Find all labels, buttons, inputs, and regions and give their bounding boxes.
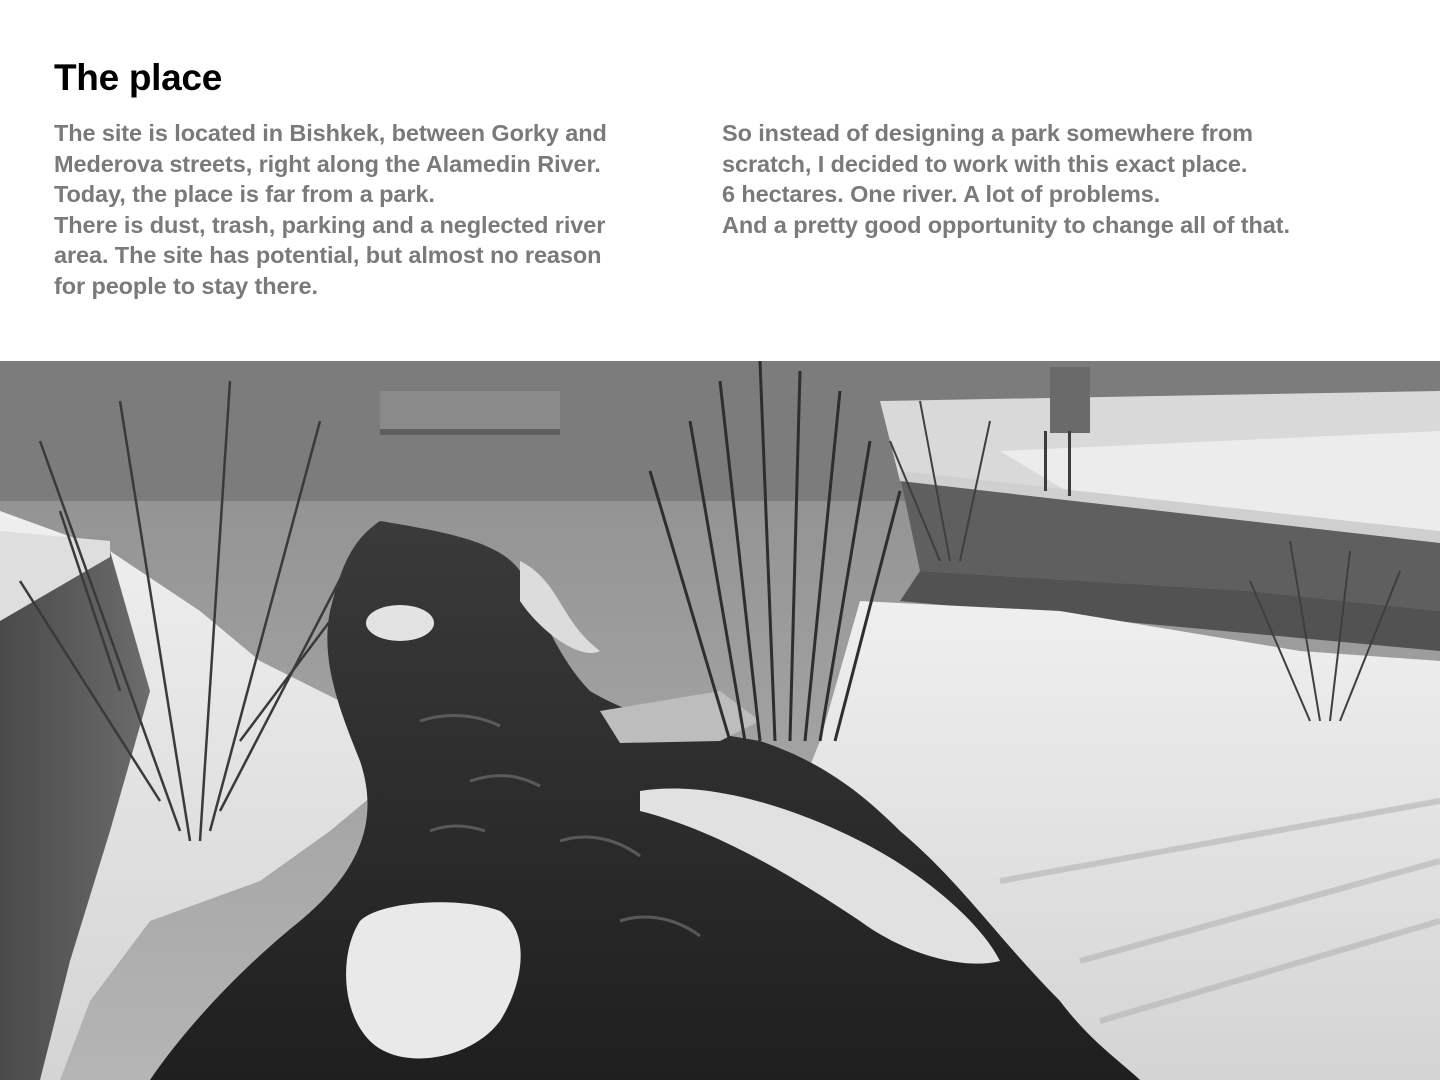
paragraph-line: 6 hectares. One river. A lot of problems. bbox=[722, 181, 1161, 207]
paragraph-line: scratch, I decided to work with this exact place. bbox=[722, 150, 1248, 177]
paragraph-line: area. The site has potential, but almost no reason bbox=[54, 242, 602, 268]
paragraph-line: So instead of designing a park somewhere from bbox=[722, 120, 1253, 146]
right-text-column bbox=[722, 118, 1412, 240]
river-photo-illustration bbox=[0, 361, 1440, 1080]
left-text-column bbox=[54, 118, 694, 301]
paragraph-line: Today, the place is far from a park. bbox=[54, 181, 435, 207]
paragraph-line: Mederova streets, right along the Alamedin River. bbox=[54, 150, 601, 177]
paragraph-line: for people to stay there. bbox=[54, 272, 318, 299]
paragraph-line: There is dust, trash, parking and a neglected river bbox=[54, 211, 606, 238]
river-photo bbox=[0, 361, 1440, 1080]
paragraph-line: The site is located in Bishkek, between Gorky and bbox=[54, 120, 607, 146]
page-title: The place bbox=[54, 57, 222, 98]
paragraph-line: And a pretty good opportunity to change all of that. bbox=[722, 211, 1290, 238]
